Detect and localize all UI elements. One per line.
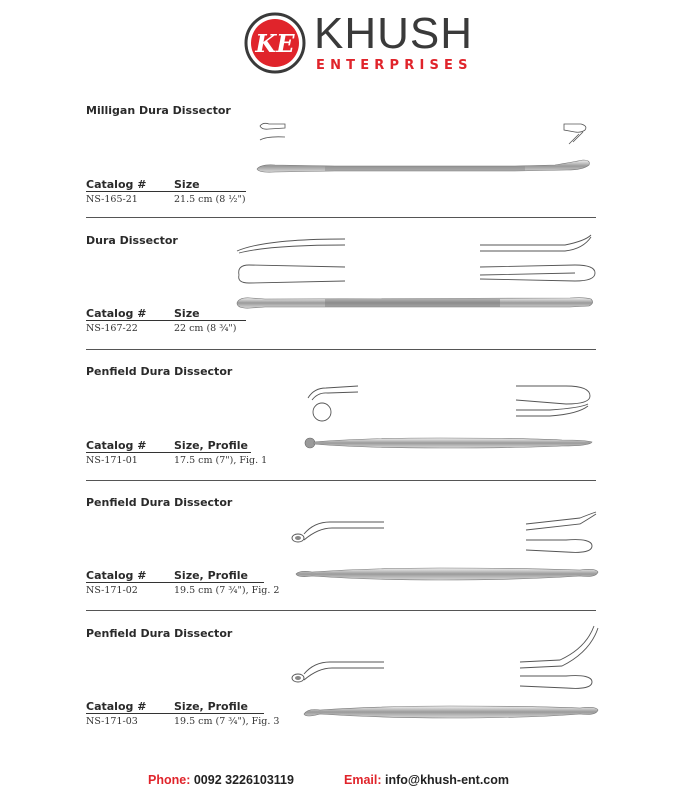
catalog-number: NS-167-22 bbox=[86, 323, 138, 334]
catalog-number: NS-171-02 bbox=[86, 585, 138, 596]
email-contact bbox=[344, 773, 509, 787]
catalog-header: Catalog # bbox=[86, 700, 147, 713]
size-value: 19.5 cm (7 ¾"), Fig. 3 bbox=[174, 716, 280, 727]
khush-logo-icon bbox=[244, 12, 306, 74]
milligan-dissector-image bbox=[255, 120, 600, 180]
product-title: Penfield Dura Dissector bbox=[86, 496, 233, 509]
header bbox=[0, 0, 689, 90]
header-underline bbox=[86, 191, 246, 192]
brand-subtitle: ENTERPRISES bbox=[316, 58, 473, 73]
size-value: 21.5 cm (8 ½") bbox=[174, 194, 246, 205]
phone-label: Phone: bbox=[148, 773, 191, 787]
catalog-header: Catalog # bbox=[86, 569, 147, 582]
header-underline bbox=[86, 320, 246, 321]
dura-dissector-image bbox=[235, 235, 600, 315]
size-value: 17.5 cm (7"), Fig. 1 bbox=[174, 455, 268, 466]
product-title: Dura Dissector bbox=[86, 234, 178, 247]
product-title: Penfield Dura Dissector bbox=[86, 365, 233, 378]
logo-letters: KE bbox=[255, 29, 295, 58]
catalog-header: Catalog # bbox=[86, 439, 147, 452]
email-address[interactable]: info@khush-ent.com bbox=[385, 773, 509, 787]
product-title: Penfield Dura Dissector bbox=[86, 627, 233, 640]
section-divider bbox=[86, 217, 596, 218]
section-divider bbox=[86, 349, 596, 350]
catalog-number: NS-171-01 bbox=[86, 455, 138, 466]
size-profile-header: Size, Profile bbox=[174, 700, 248, 713]
product-title: Milligan Dura Dissector bbox=[86, 104, 231, 117]
catalog-number: NS-171-03 bbox=[86, 716, 138, 727]
catalog-header: Catalog # bbox=[86, 178, 147, 191]
section-divider bbox=[86, 480, 596, 481]
size-profile-header: Size, Profile bbox=[174, 439, 248, 452]
size-header: Size bbox=[174, 178, 200, 191]
header-underline bbox=[86, 452, 251, 453]
penfield-fig3-image bbox=[290, 622, 600, 722]
catalog-header: Catalog # bbox=[86, 307, 147, 320]
size-header: Size bbox=[174, 307, 200, 320]
header-underline bbox=[86, 713, 264, 714]
size-value: 22 cm (8 ¾") bbox=[174, 323, 237, 334]
size-profile-header: Size, Profile bbox=[174, 569, 248, 582]
header-underline bbox=[86, 582, 264, 583]
penfield-fig1-image bbox=[300, 380, 600, 455]
section-divider bbox=[86, 610, 596, 611]
catalog-number: NS-165-21 bbox=[86, 194, 138, 205]
size-value: 19.5 cm (7 ¾"), Fig. 2 bbox=[174, 585, 280, 596]
penfield-fig2-image bbox=[290, 510, 600, 585]
phone-contact bbox=[148, 773, 294, 787]
email-label: Email: bbox=[344, 773, 382, 787]
brand-name: KHUSH bbox=[314, 9, 474, 58]
phone-number[interactable]: 0092 3226103119 bbox=[193, 773, 294, 787]
